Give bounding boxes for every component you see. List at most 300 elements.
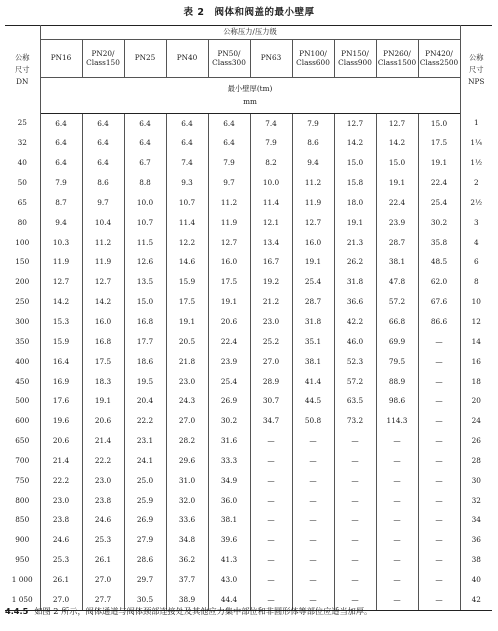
thickness-cell: 25.4 bbox=[418, 193, 460, 213]
thickness-cell: 7.4 bbox=[166, 154, 208, 174]
thickness-cell: 48.5 bbox=[418, 253, 460, 273]
thickness-cell: 28.7 bbox=[376, 233, 418, 253]
table-row bbox=[5, 332, 492, 352]
table-row bbox=[5, 511, 492, 531]
thickness-cell: 16.8 bbox=[82, 332, 124, 352]
thickness-cell: 34.8 bbox=[166, 531, 208, 551]
thickness-cell: 23.0 bbox=[250, 312, 292, 332]
thickness-cell: 66.8 bbox=[376, 312, 418, 332]
thickness-cell: 38.9 bbox=[166, 590, 208, 610]
thickness-cell: 12.1 bbox=[250, 213, 292, 233]
thickness-cell: — bbox=[376, 511, 418, 531]
dn-cell: 900 bbox=[5, 531, 40, 551]
thickness-cell: 14.6 bbox=[166, 253, 208, 273]
dn-header: 公称 尺寸 DN bbox=[5, 26, 40, 114]
thickness-cell: 26.1 bbox=[82, 551, 124, 571]
thickness-cell: 9.4 bbox=[292, 154, 334, 174]
thickness-cell: 28.9 bbox=[250, 372, 292, 392]
thickness-cell: — bbox=[292, 491, 334, 511]
thickness-cell: 24.1 bbox=[124, 451, 166, 471]
pressure-class-row bbox=[5, 40, 492, 78]
thickness-cell: 25.0 bbox=[124, 471, 166, 491]
thickness-cell: 26.2 bbox=[334, 253, 376, 273]
thickness-cell: — bbox=[250, 531, 292, 551]
thickness-cell: 10.7 bbox=[124, 213, 166, 233]
table-row bbox=[5, 491, 492, 511]
nps-cell: 18 bbox=[460, 372, 492, 392]
thickness-cell: 27.9 bbox=[124, 531, 166, 551]
thickness-cell: 16.8 bbox=[124, 312, 166, 332]
thickness-cell: 25.4 bbox=[208, 372, 250, 392]
thickness-cell: 17.7 bbox=[124, 332, 166, 352]
thickness-cell: 14.2 bbox=[82, 293, 124, 313]
pressure-class-header: PN16 bbox=[40, 40, 82, 78]
thickness-cell: 41.3 bbox=[208, 551, 250, 571]
thickness-cell: 7.4 bbox=[250, 114, 292, 134]
thickness-cell: 35.1 bbox=[292, 332, 334, 352]
nps-cell: 12 bbox=[460, 312, 492, 332]
thickness-cell: 29.6 bbox=[166, 451, 208, 471]
thickness-cell: 86.6 bbox=[418, 312, 460, 332]
dn-cell: 65 bbox=[5, 193, 40, 213]
pressure-class-header: PN260/ Class1500 bbox=[376, 40, 418, 78]
thickness-cell: — bbox=[250, 570, 292, 590]
thickness-cell: 19.5 bbox=[124, 372, 166, 392]
thickness-cell: — bbox=[334, 511, 376, 531]
thickness-cell: 26.1 bbox=[40, 570, 82, 590]
dn-cell: 25 bbox=[5, 114, 40, 134]
thickness-cell: — bbox=[418, 590, 460, 610]
thickness-cell: 23.0 bbox=[166, 372, 208, 392]
thickness-cell: 21.8 bbox=[166, 352, 208, 372]
thickness-cell: 11.9 bbox=[208, 213, 250, 233]
nps-cell: 1½ bbox=[460, 154, 492, 174]
pressure-class-header: PN100/ Class600 bbox=[292, 40, 334, 78]
thickness-cell: 34.7 bbox=[250, 412, 292, 432]
dn-cell: 300 bbox=[5, 312, 40, 332]
nps-cell: 32 bbox=[460, 491, 492, 511]
thickness-cell: 46.0 bbox=[334, 332, 376, 352]
dn-cell: 400 bbox=[5, 352, 40, 372]
thickness-cell: 25.2 bbox=[250, 332, 292, 352]
table-row bbox=[5, 253, 492, 273]
nps-cell: 16 bbox=[460, 352, 492, 372]
thickness-cell: 17.5 bbox=[166, 293, 208, 313]
table-row bbox=[5, 114, 492, 134]
wall-thickness-table bbox=[5, 25, 492, 611]
thickness-cell: 15.3 bbox=[40, 312, 82, 332]
thickness-cell: — bbox=[418, 332, 460, 352]
pressure-class-header: PN150/ Class900 bbox=[334, 40, 376, 78]
thickness-cell: 10.4 bbox=[82, 213, 124, 233]
thickness-cell: 8.2 bbox=[250, 154, 292, 174]
table-row bbox=[5, 193, 492, 213]
dn-cell: 100 bbox=[5, 233, 40, 253]
thickness-cell: 22.2 bbox=[82, 451, 124, 471]
table-row bbox=[5, 154, 492, 174]
thickness-cell: — bbox=[376, 471, 418, 491]
dn-cell: 450 bbox=[5, 372, 40, 392]
thickness-cell: — bbox=[250, 432, 292, 452]
thickness-cell: — bbox=[334, 590, 376, 610]
thickness-cell: 19.1 bbox=[82, 392, 124, 412]
nps-cell: 14 bbox=[460, 332, 492, 352]
thickness-cell: 38.1 bbox=[208, 511, 250, 531]
table-row bbox=[5, 471, 492, 491]
pressure-class-header: PN25 bbox=[124, 40, 166, 78]
thickness-cell: 19.1 bbox=[334, 213, 376, 233]
table-row bbox=[5, 432, 492, 452]
thickness-cell: 20.5 bbox=[166, 332, 208, 352]
thickness-cell: — bbox=[250, 451, 292, 471]
thickness-cell: 41.4 bbox=[292, 372, 334, 392]
thickness-cell: — bbox=[418, 412, 460, 432]
thickness-cell: — bbox=[418, 531, 460, 551]
table-row bbox=[5, 312, 492, 332]
nps-cell: 2½ bbox=[460, 193, 492, 213]
table-body bbox=[5, 114, 492, 611]
thickness-cell: 12.6 bbox=[124, 253, 166, 273]
dn-cell: 700 bbox=[5, 451, 40, 471]
thickness-cell: 7.9 bbox=[250, 134, 292, 154]
thickness-cell: 36.2 bbox=[166, 551, 208, 571]
thickness-cell: — bbox=[376, 432, 418, 452]
nps-cell: 6 bbox=[460, 253, 492, 273]
table-row bbox=[5, 372, 492, 392]
thickness-cell: 6.4 bbox=[166, 134, 208, 154]
thickness-cell: 11.2 bbox=[292, 174, 334, 194]
thickness-cell: 50.8 bbox=[292, 412, 334, 432]
thickness-cell: 18.3 bbox=[82, 372, 124, 392]
thickness-cell: 69.9 bbox=[376, 332, 418, 352]
thickness-cell: 24.6 bbox=[82, 511, 124, 531]
nps-cell: 42 bbox=[460, 590, 492, 610]
thickness-cell: 10.0 bbox=[250, 174, 292, 194]
thickness-cell: 27.0 bbox=[166, 412, 208, 432]
nps-cell: 1 bbox=[460, 114, 492, 134]
thickness-cell: 18.6 bbox=[124, 352, 166, 372]
thickness-cell: 16.0 bbox=[208, 253, 250, 273]
thickness-cell: 11.2 bbox=[82, 233, 124, 253]
thickness-cell: 6.4 bbox=[82, 114, 124, 134]
thickness-cell: 15.0 bbox=[124, 293, 166, 313]
thickness-cell: — bbox=[418, 551, 460, 571]
thickness-cell: 88.9 bbox=[376, 372, 418, 392]
thickness-cell: 114.3 bbox=[376, 412, 418, 432]
thickness-cell: 6.4 bbox=[208, 114, 250, 134]
thickness-cell: 6.4 bbox=[208, 134, 250, 154]
thickness-cell: — bbox=[334, 451, 376, 471]
thickness-cell: 13.4 bbox=[250, 233, 292, 253]
thickness-cell: 16.0 bbox=[292, 233, 334, 253]
table-row bbox=[5, 213, 492, 233]
thickness-cell: 15.9 bbox=[40, 332, 82, 352]
dn-cell: 32 bbox=[5, 134, 40, 154]
thickness-cell: — bbox=[292, 432, 334, 452]
thickness-cell: 12.7 bbox=[82, 273, 124, 293]
clause-number: 4.4.5 bbox=[5, 606, 29, 616]
table-header bbox=[5, 26, 492, 114]
nps-cell: 2 bbox=[460, 174, 492, 194]
nps-cell: 34 bbox=[460, 511, 492, 531]
thickness-cell: 11.2 bbox=[208, 193, 250, 213]
thickness-cell: 22.2 bbox=[124, 412, 166, 432]
nps-cell: 3 bbox=[460, 213, 492, 233]
thickness-cell: 23.8 bbox=[40, 511, 82, 531]
thickness-cell: 31.8 bbox=[334, 273, 376, 293]
thickness-cell: 6.4 bbox=[82, 154, 124, 174]
nps-cell: 30 bbox=[460, 471, 492, 491]
thickness-cell: 6.4 bbox=[82, 134, 124, 154]
thickness-cell: 24.3 bbox=[166, 392, 208, 412]
thickness-cell: 9.7 bbox=[208, 174, 250, 194]
thickness-cell: 11.9 bbox=[292, 193, 334, 213]
thickness-cell: — bbox=[250, 511, 292, 531]
thickness-cell: 14.2 bbox=[334, 134, 376, 154]
thickness-cell: 33.3 bbox=[208, 451, 250, 471]
thickness-cell: 6.4 bbox=[124, 134, 166, 154]
pressure-class-header: PN63 bbox=[250, 40, 292, 78]
table-row bbox=[5, 233, 492, 253]
thickness-cell: 31.8 bbox=[292, 312, 334, 332]
thickness-cell: 27.7 bbox=[82, 590, 124, 610]
thickness-cell: 22.2 bbox=[40, 471, 82, 491]
thickness-cell: 43.0 bbox=[208, 570, 250, 590]
dn-cell: 800 bbox=[5, 491, 40, 511]
thickness-cell: 19.1 bbox=[418, 154, 460, 174]
thickness-cell: — bbox=[418, 352, 460, 372]
thickness-cell: 28.7 bbox=[292, 293, 334, 313]
thickness-cell: 11.4 bbox=[250, 193, 292, 213]
table-row bbox=[5, 352, 492, 372]
dn-cell: 350 bbox=[5, 332, 40, 352]
thickness-cell: 14.2 bbox=[376, 134, 418, 154]
thickness-cell: — bbox=[418, 372, 460, 392]
thickness-cell: — bbox=[418, 432, 460, 452]
thickness-cell: 23.1 bbox=[124, 432, 166, 452]
thickness-cell: 22.4 bbox=[418, 174, 460, 194]
dn-cell: 850 bbox=[5, 511, 40, 531]
thickness-cell: 6.4 bbox=[40, 114, 82, 134]
thickness-cell: 24.6 bbox=[40, 531, 82, 551]
thickness-cell: 8.7 bbox=[40, 193, 82, 213]
thickness-cell: 8.6 bbox=[292, 134, 334, 154]
table-row bbox=[5, 412, 492, 432]
thickness-cell: 19.1 bbox=[292, 253, 334, 273]
thickness-cell: — bbox=[334, 432, 376, 452]
thickness-cell: 9.7 bbox=[82, 193, 124, 213]
thickness-cell: 25.3 bbox=[82, 531, 124, 551]
thickness-cell: 6.4 bbox=[166, 114, 208, 134]
thickness-cell: — bbox=[418, 491, 460, 511]
thickness-cell: — bbox=[292, 570, 334, 590]
dn-cell: 1 000 bbox=[5, 570, 40, 590]
thickness-cell: 16.0 bbox=[82, 312, 124, 332]
thickness-cell: 8.6 bbox=[82, 174, 124, 194]
thickness-cell: 30.2 bbox=[208, 412, 250, 432]
table-row bbox=[5, 174, 492, 194]
thickness-cell: — bbox=[292, 451, 334, 471]
thickness-cell: 7.9 bbox=[292, 114, 334, 134]
thickness-cell: — bbox=[334, 531, 376, 551]
nps-cell: 40 bbox=[460, 570, 492, 590]
thickness-cell: 38.1 bbox=[376, 253, 418, 273]
clause-note bbox=[5, 606, 495, 617]
thickness-cell: 52.3 bbox=[334, 352, 376, 372]
thickness-cell: 12.7 bbox=[334, 114, 376, 134]
thickness-cell: — bbox=[334, 551, 376, 571]
thickness-cell: — bbox=[376, 551, 418, 571]
table-row bbox=[5, 451, 492, 471]
dn-cell: 500 bbox=[5, 392, 40, 412]
table-row bbox=[5, 531, 492, 551]
nps-cell: 24 bbox=[460, 412, 492, 432]
thickness-cell: 30.7 bbox=[250, 392, 292, 412]
thickness-cell: — bbox=[376, 491, 418, 511]
thickness-cell: 15.0 bbox=[376, 154, 418, 174]
thickness-cell: 15.0 bbox=[418, 114, 460, 134]
nps-header: 公称 尺寸 NPS bbox=[460, 26, 492, 114]
thickness-cell: 21.4 bbox=[40, 451, 82, 471]
nps-cell: 28 bbox=[460, 451, 492, 471]
thickness-cell: — bbox=[376, 451, 418, 471]
thickness-cell: 63.5 bbox=[334, 392, 376, 412]
thickness-cell: 20.6 bbox=[40, 432, 82, 452]
thickness-cell: 11.9 bbox=[40, 253, 82, 273]
thickness-cell: 21.4 bbox=[82, 432, 124, 452]
thickness-cell: 30.2 bbox=[418, 213, 460, 233]
thickness-cell: 8.8 bbox=[124, 174, 166, 194]
thickness-cell: — bbox=[250, 491, 292, 511]
thickness-cell: 33.6 bbox=[166, 511, 208, 531]
thickness-cell: — bbox=[334, 491, 376, 511]
thickness-cell: — bbox=[250, 551, 292, 571]
thickness-cell: 27.0 bbox=[250, 352, 292, 372]
dn-cell: 40 bbox=[5, 154, 40, 174]
thickness-cell: 25.3 bbox=[40, 551, 82, 571]
thickness-cell: 16.4 bbox=[40, 352, 82, 372]
thickness-cell: 23.9 bbox=[376, 213, 418, 233]
thickness-cell: 32.0 bbox=[166, 491, 208, 511]
nps-cell: 26 bbox=[460, 432, 492, 452]
thickness-cell: 16.9 bbox=[40, 372, 82, 392]
thickness-cell: 12.7 bbox=[208, 233, 250, 253]
pressure-class-header: PN420/ Class2500 bbox=[418, 40, 460, 78]
thickness-cell: 23.8 bbox=[82, 491, 124, 511]
thickness-cell: 17.6 bbox=[40, 392, 82, 412]
thickness-cell: — bbox=[418, 570, 460, 590]
thickness-cell: 10.7 bbox=[166, 193, 208, 213]
nps-cell: 4 bbox=[460, 233, 492, 253]
thickness-cell: 27.0 bbox=[82, 570, 124, 590]
thickness-cell: 30.5 bbox=[124, 590, 166, 610]
thickness-cell: 10.3 bbox=[40, 233, 82, 253]
dn-cell: 650 bbox=[5, 432, 40, 452]
thickness-cell: 62.0 bbox=[418, 273, 460, 293]
thickness-cell: 29.7 bbox=[124, 570, 166, 590]
thickness-cell: 20.6 bbox=[82, 412, 124, 432]
thickness-cell: 19.1 bbox=[208, 293, 250, 313]
thickness-cell: 14.2 bbox=[40, 293, 82, 313]
dn-cell: 80 bbox=[5, 213, 40, 233]
thickness-cell: 7.9 bbox=[40, 174, 82, 194]
dn-cell: 250 bbox=[5, 293, 40, 313]
thickness-cell: 27.0 bbox=[40, 590, 82, 610]
thickness-cell: 36.0 bbox=[208, 491, 250, 511]
thickness-cell: 36.6 bbox=[334, 293, 376, 313]
thickness-cell: 11.4 bbox=[166, 213, 208, 233]
thickness-cell: 26.9 bbox=[124, 511, 166, 531]
nps-cell: 20 bbox=[460, 392, 492, 412]
thickness-cell: 57.2 bbox=[376, 293, 418, 313]
dn-cell: 600 bbox=[5, 412, 40, 432]
thickness-cell: 22.4 bbox=[208, 332, 250, 352]
thickness-cell: 22.4 bbox=[376, 193, 418, 213]
dn-cell: 150 bbox=[5, 253, 40, 273]
thickness-cell: 17.5 bbox=[418, 134, 460, 154]
thickness-cell: — bbox=[292, 511, 334, 531]
table-row bbox=[5, 392, 492, 412]
thickness-cell: 44.5 bbox=[292, 392, 334, 412]
table-row bbox=[5, 551, 492, 571]
thickness-cell: 39.6 bbox=[208, 531, 250, 551]
thickness-cell: 98.6 bbox=[376, 392, 418, 412]
thickness-cell: 6.4 bbox=[40, 154, 82, 174]
thickness-cell: 19.1 bbox=[166, 312, 208, 332]
thickness-cell: 9.4 bbox=[40, 213, 82, 233]
thickness-cell: 31.6 bbox=[208, 432, 250, 452]
pressure-class-header: PN20/ Class150 bbox=[82, 40, 124, 78]
thickness-cell: 19.2 bbox=[250, 273, 292, 293]
thickness-cell: 11.5 bbox=[124, 233, 166, 253]
thickness-cell: — bbox=[334, 471, 376, 491]
thickness-cell: — bbox=[418, 392, 460, 412]
thickness-cell: 37.7 bbox=[166, 570, 208, 590]
thickness-cell: 9.3 bbox=[166, 174, 208, 194]
thickness-cell: 26.9 bbox=[208, 392, 250, 412]
thickness-cell: 79.5 bbox=[376, 352, 418, 372]
thickness-cell: 12.7 bbox=[292, 213, 334, 233]
thickness-cell: 18.0 bbox=[334, 193, 376, 213]
thickness-cell: 6.4 bbox=[124, 114, 166, 134]
thickness-cell: 23.9 bbox=[208, 352, 250, 372]
thickness-cell: 12.7 bbox=[40, 273, 82, 293]
thickness-cell: 12.7 bbox=[376, 114, 418, 134]
pressure-group-header: 公称压力/压力级 bbox=[40, 26, 460, 40]
thickness-cell: 7.9 bbox=[208, 154, 250, 174]
dn-cell: 200 bbox=[5, 273, 40, 293]
wall-thickness-unit-header: 最小壁厚(tm) mm bbox=[40, 78, 460, 114]
thickness-cell: 17.5 bbox=[82, 352, 124, 372]
thickness-cell: 28.2 bbox=[166, 432, 208, 452]
thickness-cell: — bbox=[418, 471, 460, 491]
thickness-cell: 34.9 bbox=[208, 471, 250, 491]
thickness-cell: — bbox=[292, 590, 334, 610]
thickness-cell: 25.4 bbox=[292, 273, 334, 293]
dn-cell: 50 bbox=[5, 174, 40, 194]
thickness-cell: 23.0 bbox=[82, 471, 124, 491]
thickness-cell: — bbox=[292, 471, 334, 491]
nps-cell: 10 bbox=[460, 293, 492, 313]
thickness-cell: 23.0 bbox=[40, 491, 82, 511]
thickness-cell: — bbox=[418, 511, 460, 531]
thickness-cell: 73.2 bbox=[334, 412, 376, 432]
thickness-cell: 6.7 bbox=[124, 154, 166, 174]
thickness-cell: 11.9 bbox=[82, 253, 124, 273]
thickness-cell: — bbox=[376, 570, 418, 590]
clause-text: 如图 2 所示，阀体通道与阀体颈部连接处及其他应力集中部位和非圆形体等部位应适当加厚。 bbox=[34, 606, 373, 616]
thickness-cell: — bbox=[250, 471, 292, 491]
